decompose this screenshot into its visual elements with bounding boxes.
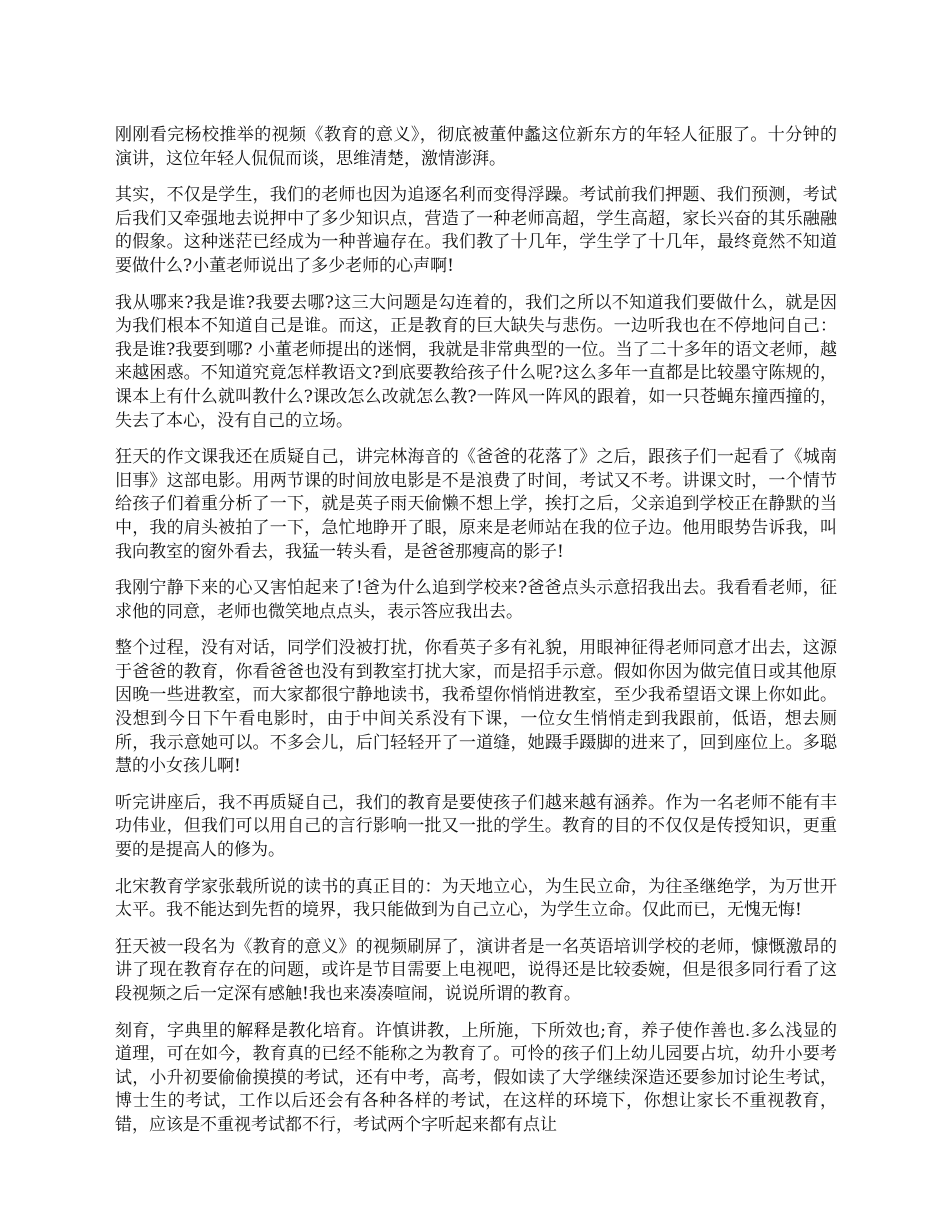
paragraph-8: 北宋教育学家张载所说的读书的真正目的：为天地立心，为生民立命，为往圣继绝学，为万世开太平。我不能达到先哲的境界，我只能做到为自己立心，为学生立命。仅此而已，无愧无悔! [115,876,837,921]
paragraph-3: 我从哪来?我是谁?我要去哪?这三大问题是勾连着的，我们之所以不知道我们要做什么，就是因为我们根本不知道自己是谁。而这，正是教育的巨大缺失与悲伤。一边听我也在不停地问自己：我是谁?我要到哪? 小董老师提出的迷惘，我就是非常典型的一位。当了二十多年的语文老师，越来越困惑。不知道究竟怎样教语文?到底要教给孩子什么呢?这么多年一直都是比较墨守陈规的，课本上有什么就叫教什么?课改怎么改就怎么教?一阵风一阵风的跟着，如一只苍蝇东撞西撞的，失去了本心，没有自己的立场。 [115,292,837,431]
paragraph-6: 整个过程，没有对话，同学们没被打扰，你看英子多有礼貌，用眼神征得老师同意才出去，这源于爸爸的教育，你看爸爸也没有到教室打扰大家，而是招手示意。假如你因为做完值日或其他原因晚一些进教室，而大家都很宁静地读书，我希望你悄悄进教室，至少我希望语文课上你如此。没想到今日下午看电影时，由于中间关系没有下课，一位女生悄悄走到我跟前，低语，想去厕所，我示意她可以。不多会儿，后门轻轻开了一道缝，她蹑手蹑脚的进来了，回到座位上。多聪慧的小女孩儿啊! [115,638,837,777]
paragraph-1: 刚刚看完杨校推举的视频《教育的意义》，彻底被董仲蠡这位新东方的年轻人征服了。十分钟的演讲，这位年轻人侃侃而谈，思维清楚，激情澎湃。 [115,125,837,169]
document-body [115,124,837,1151]
paragraph-9: 狂天被一段名为《教育的意义》的视频刷屏了，演讲者是一名英语培训学校的老师，慷慨激昂的讲了现在教育存在的问题，或许是节目需要上电视吧，说得还是比较委婉，但是很多同行看了这段视频之后一定深有感触!我也来凑凑喧闹，说说所谓的教育。 [115,936,837,1004]
paragraph-2: 其实，不仅是学生，我们的老师也因为追逐名利而变得浮躁。考试前我们押题、我们预测，考试后我们又牵强地去说押中了多少知识点，营造了一种老师高超，学生高超，家长兴奋的其乐融融的假象。这种迷茫已经成为一种普遍存在。我们教了十几年，学生学了十几年，最终竟然不知道要做什么?小董老师说出了多少老师的心声啊! [115,185,837,276]
paragraph-10: 刻育，字典里的解释是教化培育。许慎讲教，上所施，下所效也;育，养子使作善也.多么浅显的道理，可在如今，教育真的已经不能称之为教育了。可怜的孩子们上幼儿园要占坑，幼升小要考试，小升初要偷偷摸摸的考试，还有中考，高考，假如读了大学继续深造还要参加讨论生考试，博士生的考试，工作以后还会有各种各样的考试，在这样的环境下，你想让家长不重视教育，错，应该是不重视考试都不行，考试两个字听起来都有点让 [115,1020,837,1135]
paragraph-7: 听完讲座后，我不再质疑自己，我们的教育是要使孩子们越来越有涵养。作为一名老师不能有丰功伟业，但我们可以用自己的言行影响一批又一批的学生。教育的目的不仅仅是传授知识，更重要的是提高人的修为。 [115,792,837,861]
paragraph-5: 我刚宁静下来的心又害怕起来了!爸为什么追到学校来?爸爸点头示意招我出去。我看看老师，征求他的同意，老师也微笑地点点头，表示答应我出去。 [115,578,837,622]
paragraph-4: 狂天的作文课我还在质疑自己，讲完林海音的《爸爸的花落了》之后，跟孩子们一起看了《城南旧事》这部电影。用两节课的时间放电影是不是浪费了时间，考试又不考。讲课文时，一个情节给孩子们着重分析了一下，就是英子雨天偷懒不想上学，挨打之后，父亲追到学校正在静默的当中，我的肩头被拍了一下，急忙地睁开了眼，原来是老师站在我的位子边。他用眼势告诉我，叫我向教室的窗外看去，我猛一转头看，是爸爸那瘦高的影子! [115,447,837,562]
